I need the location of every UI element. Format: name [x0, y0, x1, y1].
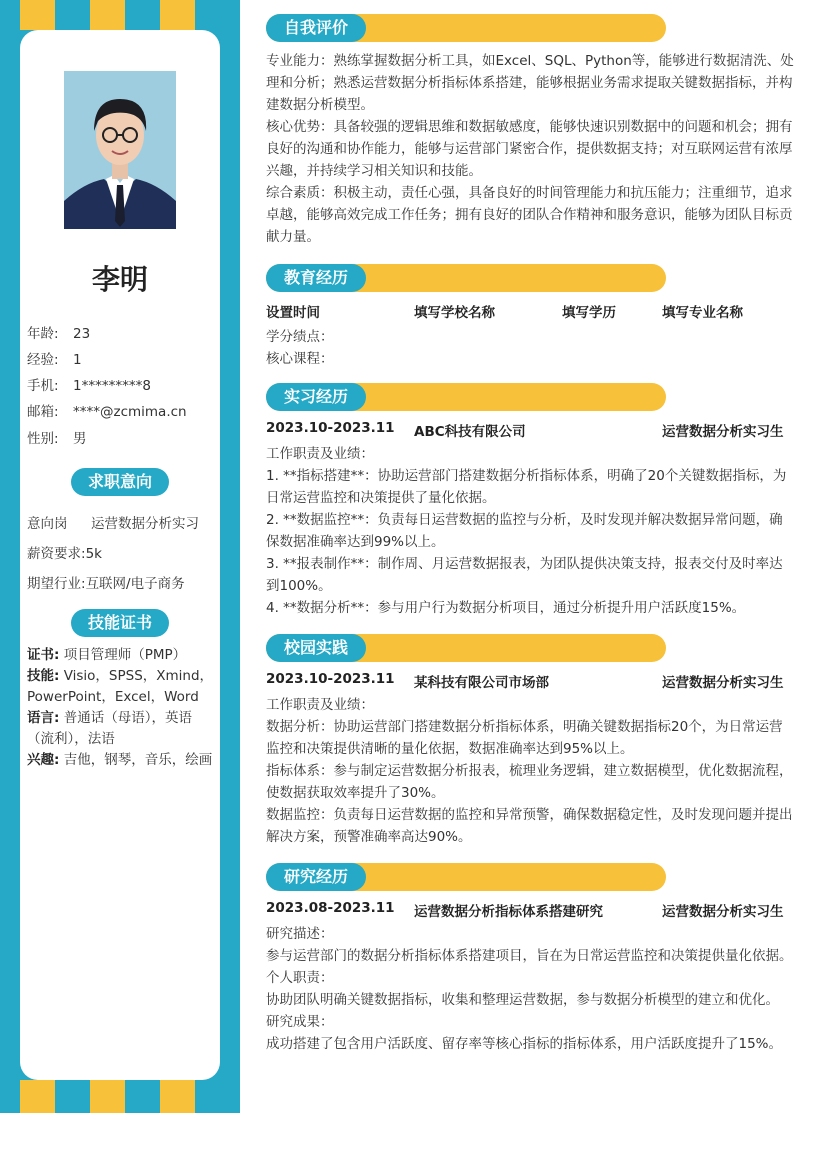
info-value: 1*********8	[73, 378, 151, 394]
campus-title: 校园实践	[266, 634, 366, 662]
info-experience	[27, 348, 82, 368]
internship-duty-label: 工作职责及业绩：	[266, 446, 374, 462]
campus-details	[266, 694, 796, 848]
campus-item: 指标体系：参与制定运营数据分析报表，梳理业务逻辑，建立数据模型，优化数据流程，使数据获取效率提升了30%。	[266, 763, 793, 801]
skills-heading: 技能证书	[71, 609, 169, 637]
job-industry-label: 期望行业:	[27, 576, 86, 592]
research-project: 运营数据分析指标体系搭建研究	[414, 904, 603, 920]
self-eval-paragraph: 专业能力：熟练掌握数据分析工具，如Excel、SQL、Python等，能够进行数据清洗、处理和分析；熟悉运营数据分析指标体系搭建，能够根据业务需求提取关键数据指标，并构建数据分析模型。	[266, 53, 794, 113]
research-title: 研究经历	[266, 863, 366, 891]
internship-header	[266, 383, 666, 411]
job-intent-heading: 求职意向	[71, 468, 169, 496]
internship-item: 1. **指标搭建**：协助运营部门搭建数据分析指标体系，明确了20个关键数据指标，为日常运营监控和决策提供了量化依据。	[266, 468, 787, 506]
self-eval-title: 自我评价	[266, 14, 366, 42]
internship-item: 3. **报表制作**：制作周、月运营数据报表，为团队提供决策支持，报表交付及时率达到100%。	[266, 556, 783, 594]
job-position-row	[27, 512, 199, 532]
internship-details	[266, 443, 796, 619]
portrait-icon	[64, 71, 176, 229]
job-position-value: 运营数据分析实习	[91, 516, 199, 532]
campus-header	[266, 634, 666, 662]
candidate-name: 李明	[91, 263, 148, 296]
bottom-stripe-3	[160, 1080, 195, 1113]
info-phone	[27, 374, 151, 394]
campus-role: 运营数据分析实习生	[662, 675, 784, 691]
skill-item-skills: 技能: Visio，SPSS，Xmind，PowerPoint，Excel，Word	[27, 668, 214, 705]
skill-item-language: 语言: 普通话（母语），英语（流利），法语	[27, 710, 192, 747]
campus-item: 数据分析：协助运营部门搭建数据分析指标体系，明确关键数据指标20个，为日常运营监控和决策提供清晰的量化依据，数据准确率达到95%以上。	[266, 719, 783, 757]
top-stripe-2	[90, 0, 125, 30]
education-gpa: 学分绩点：	[266, 329, 334, 345]
job-salary-row	[27, 542, 102, 562]
education-degree: 填写学历	[562, 305, 616, 321]
job-industry-row	[27, 572, 185, 592]
self-eval-header	[266, 14, 666, 42]
research-result-label: 研究成果：	[266, 1014, 334, 1030]
education-courses: 核心课程：	[266, 351, 334, 367]
research-result: 成功搭建了包含用户活跃度、留存率等核心指标的指标体系，用户活跃度提升了15%。	[266, 1036, 783, 1052]
job-position-label: 意向岗	[27, 516, 68, 532]
research-duty-label: 个人职责：	[266, 970, 334, 986]
internship-company: ABC科技有限公司	[414, 424, 526, 440]
info-label: 邮箱:	[27, 404, 59, 420]
research-role: 运营数据分析实习生	[662, 904, 784, 920]
education-row	[266, 301, 796, 323]
campus-company: 某科技有限公司市场部	[414, 675, 549, 691]
self-eval-text	[266, 50, 796, 248]
job-salary-label: 薪资要求:	[27, 546, 86, 562]
internship-item: 2. **数据监控**：负责每日运营数据的监控与分析，及时发现并解决数据异常问题，确保数据准确率达到99%以上。	[266, 512, 783, 550]
self-eval-paragraph: 综合素质：积极主动，责任心强，具备良好的时间管理能力和抗压能力；注重细节，追求卓越，能够高效完成工作任务；拥有良好的团队合作精神和服务意识，能够为团队目标贡献力量。	[266, 185, 793, 245]
top-stripe-1	[20, 0, 55, 30]
internship-title: 实习经历	[266, 383, 366, 411]
top-stripe-3	[160, 0, 195, 30]
bottom-stripe-1	[20, 1080, 55, 1113]
campus-duty-label: 工作职责及业绩：	[266, 697, 374, 713]
campus-time: 2023.10-2023.11	[266, 671, 395, 687]
info-email	[27, 400, 187, 420]
education-header	[266, 264, 666, 292]
internship-item: 4. **数据分析**：参与用户行为数据分析项目，通过分析提升用户活跃度15%。	[266, 600, 746, 616]
education-school: 填写学校名称	[414, 305, 495, 321]
research-details	[266, 923, 796, 1055]
skill-item-certificate: 证书: 项目管理师（PMP）	[27, 647, 187, 663]
education-major: 填写专业名称	[662, 305, 743, 321]
research-desc-label: 研究描述：	[266, 926, 334, 942]
research-time: 2023.08-2023.11	[266, 900, 395, 916]
research-row	[266, 900, 796, 922]
internship-row	[266, 420, 796, 442]
info-value: 男	[73, 431, 87, 447]
info-gender	[27, 427, 87, 447]
info-value: 23	[73, 326, 91, 342]
education-time: 设置时间	[266, 305, 320, 321]
campus-row	[266, 671, 796, 693]
bottom-stripe-2	[90, 1080, 125, 1113]
info-label: 性别:	[27, 431, 59, 447]
job-salary-value: 5k	[85, 546, 102, 562]
education-title: 教育经历	[266, 264, 366, 292]
internship-time: 2023.10-2023.11	[266, 420, 395, 436]
info-value: ****@zcmima.cn	[73, 404, 187, 420]
self-eval-paragraph: 核心优势：具备较强的逻辑思维和数据敏感度，能够快速识别数据中的问题和机会；拥有良好的沟通和协作能力，能够与运营部门紧密合作，提供数据支持；对互联网运营有浓厚兴趣，并持续学习相关知识和技能。	[266, 119, 793, 179]
profile-photo	[64, 71, 176, 229]
info-label: 手机:	[27, 378, 59, 394]
research-desc: 参与运营部门的数据分析指标体系搭建项目，旨在为日常运营监控和决策提供量化依据。	[266, 948, 793, 964]
skill-item-interests: 兴趣: 吉他，钢琴，音乐，绘画	[27, 752, 213, 768]
info-value: 1	[73, 352, 82, 368]
skills-list	[27, 645, 215, 771]
info-age	[27, 322, 90, 342]
research-header	[266, 863, 666, 891]
info-label: 经验:	[27, 352, 59, 368]
info-label: 年龄:	[27, 326, 59, 342]
campus-item: 数据监控：负责每日运营数据的监控和异常预警，确保数据稳定性，及时发现问题并提出解决方案，预警准确率高达90%。	[266, 807, 793, 845]
job-industry-value: 互联网/电子商务	[85, 576, 185, 592]
research-duty: 协助团队明确关键数据指标，收集和整理运营数据，参与数据分析模型的建立和优化。	[266, 992, 779, 1008]
internship-role: 运营数据分析实习生	[662, 424, 784, 440]
